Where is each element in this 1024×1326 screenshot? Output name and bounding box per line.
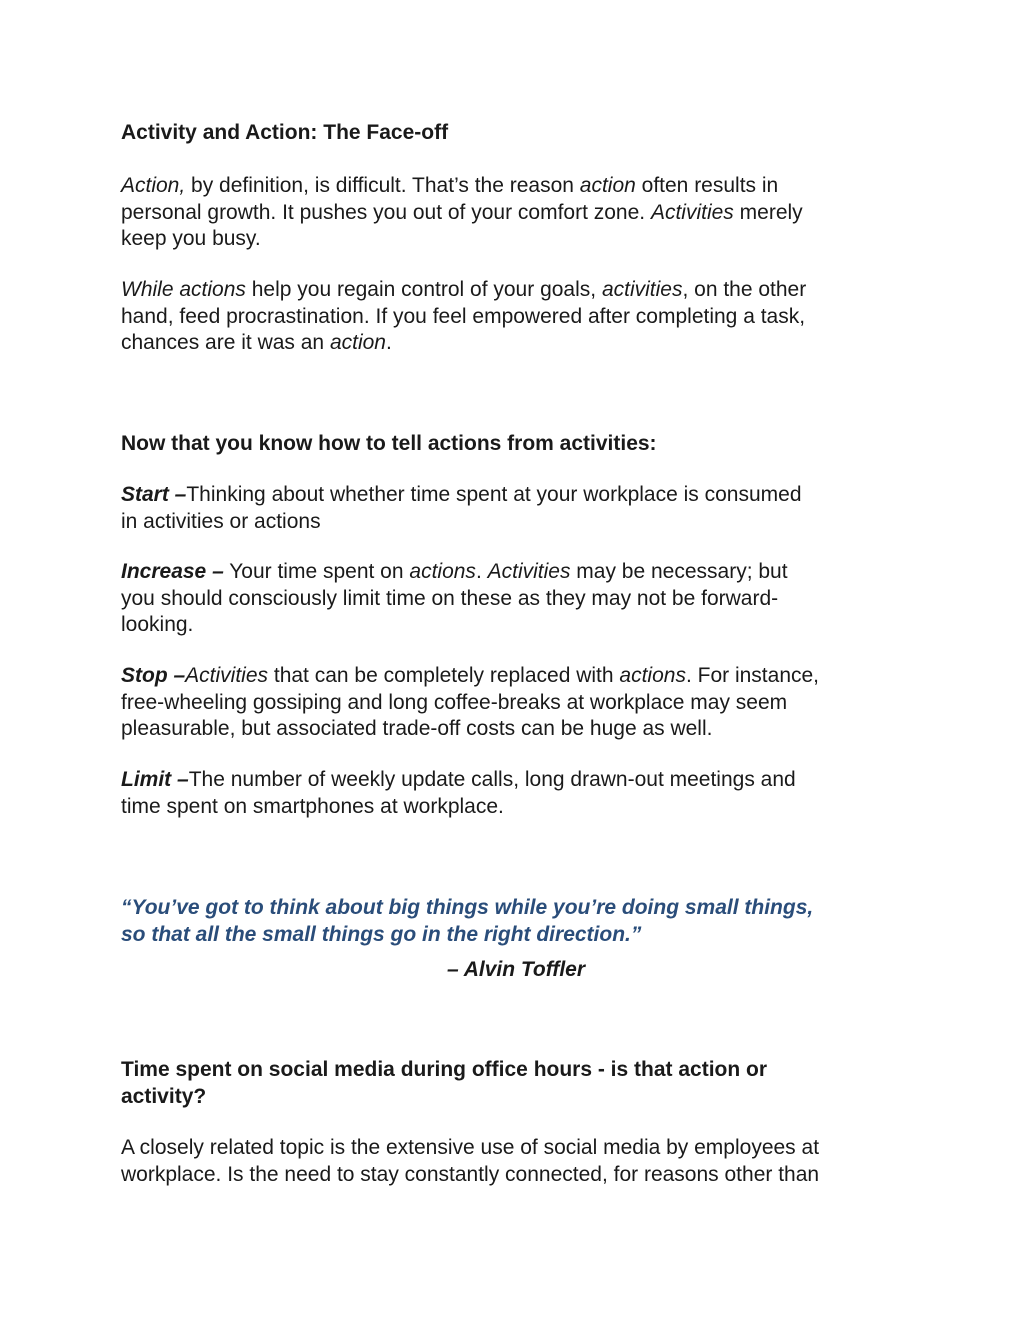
text-line: time spent on smartphones at workplace. <box>121 794 504 818</box>
text-line: Stop –Activities that can be completely replaced with actions. For instance, <box>121 664 820 687</box>
section-heading-social-media <box>121 1057 911 1110</box>
text-line: you should consciously limit time on these as they may not be forward- <box>121 586 779 610</box>
text-line: looking. <box>121 613 194 636</box>
text-line: Start –Thinking about whether time spent at your workplace is consumed <box>121 483 802 506</box>
text-line: pleasurable, but associated trade-off costs can be huge as well. <box>121 717 713 740</box>
paragraph-actions-vs-activities <box>121 277 911 357</box>
section-heading-tell-actions: Now that you know how to tell actions from activities: <box>121 432 657 455</box>
quote-block <box>121 895 911 948</box>
text-line: keep you busy. <box>121 227 261 250</box>
text-line: free-wheeling gossiping and long coffee-breaks at workplace may seem <box>121 690 788 714</box>
paragraph-limit <box>121 767 911 820</box>
quote-attribution: – Alvin Toffler <box>446 958 586 981</box>
text-line: hand, feed procrastination. If you feel empowered after completing a task, <box>121 304 806 328</box>
paragraph-action-definition <box>121 173 911 253</box>
section-heading-face-off: Activity and Action: The Face-off <box>121 121 449 144</box>
paragraph-increase <box>121 559 911 639</box>
paragraph-start <box>121 482 911 535</box>
text-line: in activities or actions <box>121 509 321 533</box>
text-line: workplace. Is the need to stay constantly connected, for reasons other than <box>121 1162 820 1186</box>
heading-line: Time spent on social media during office hours - is that action or <box>121 1058 768 1081</box>
text-line: personal growth. It pushes you out of your comfort zone. Activities merely <box>121 200 803 224</box>
paragraph-social-media <box>121 1135 911 1188</box>
text-line: Limit –The number of weekly update calls, long drawn-out meetings and <box>121 768 796 791</box>
quote-line: so that all the small things go in the right direction.” <box>121 922 642 946</box>
text-line: Increase – Your time spent on actions. Activities may be necessary; but <box>121 560 788 583</box>
text-line: chances are it was an action. <box>121 331 392 354</box>
heading-line: activity? <box>121 1084 207 1108</box>
text-line: A closely related topic is the extensive use of social media by employees at <box>121 1136 820 1159</box>
text-line: Action, by definition, is difficult. That’s the reason action often results in <box>121 174 779 197</box>
quote-line: “You’ve got to think about big things while you’re doing small things, <box>121 896 814 919</box>
paragraph-stop <box>121 663 911 743</box>
text-line: While actions help you regain control of your goals, activities, on the other <box>121 278 807 301</box>
